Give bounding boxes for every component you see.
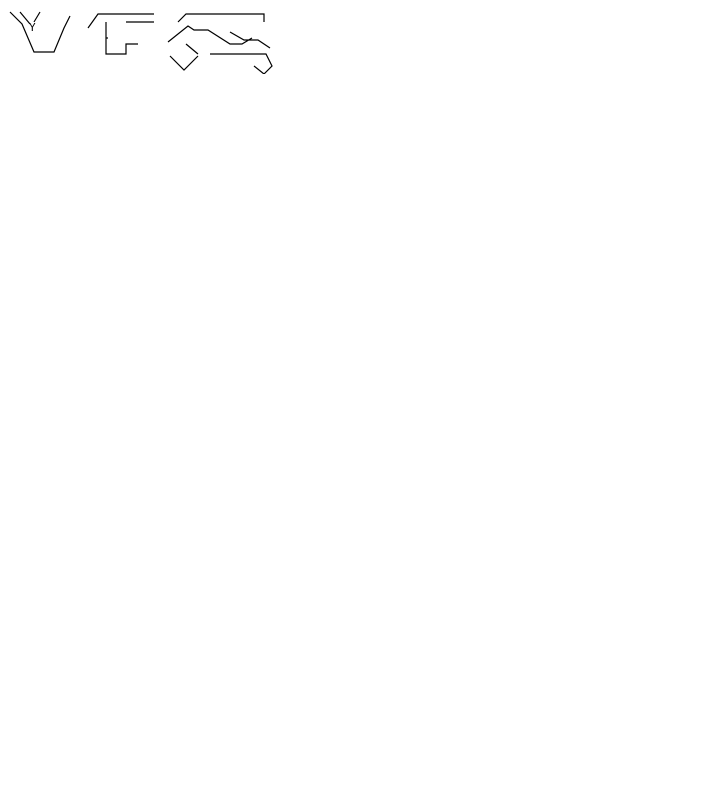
logo-letter-s xyxy=(168,14,272,74)
logo-letter-v xyxy=(10,12,70,52)
svg-text:Y: Y xyxy=(29,21,36,34)
vgs-ascii-logo xyxy=(8,8,280,74)
total-time xyxy=(528,564,552,576)
logo-letter-g xyxy=(88,14,154,54)
